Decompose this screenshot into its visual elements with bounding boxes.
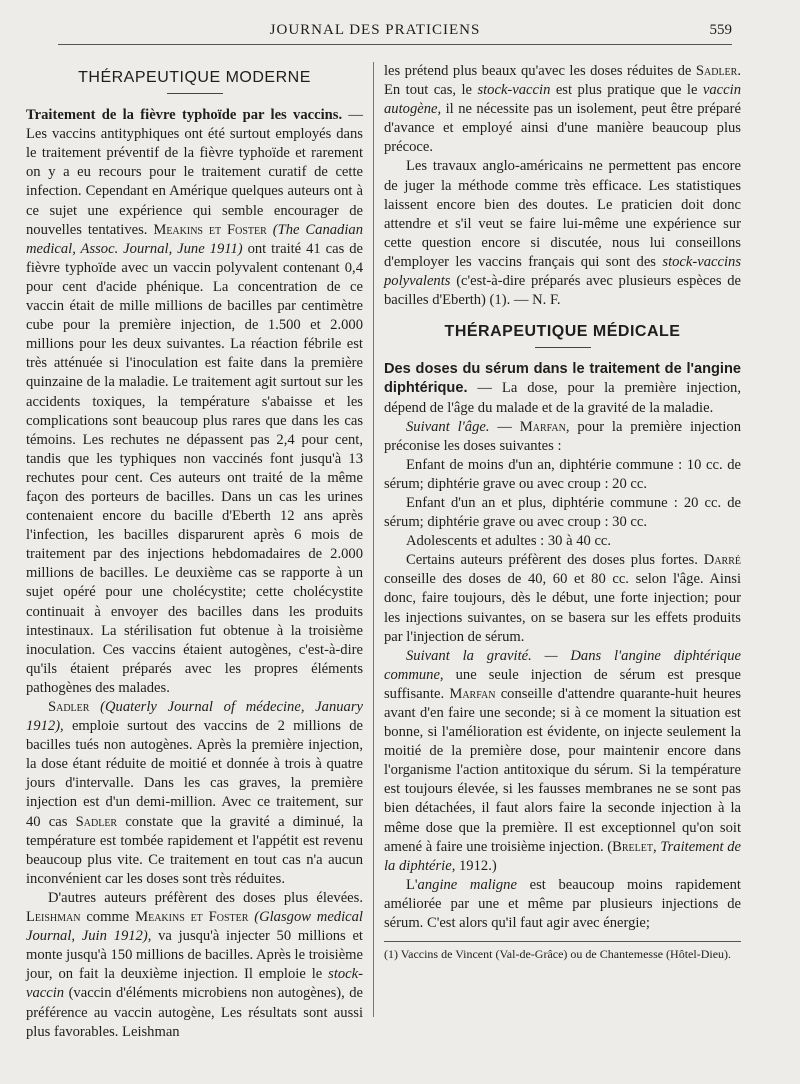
author-name: Sadler — [695, 63, 738, 79]
text-run: va jusqu'à injecter 50 millions et monte jusqu'à 150 millions de bacilles. Après le troisième jour, on fait la deuxième injection. Il emploie le — [26, 928, 364, 983]
author-name: Meakins et Foster — [153, 221, 267, 238]
text-run: (c'est-à-dire préparés avec plusieurs espèces de bacilles d'Eberth) (1). — N. F. — [384, 273, 741, 309]
term: angine maligne — [417, 876, 517, 893]
text-run: Les travaux anglo-américains ne permettent pas encore de juger la méthode comme très efficace. Les statistiques laissent encore bien des doutes. Le praticien doit donc attendre et s'il veut se faire lui-même une expérience sur cette question encore si discutée, nous lui conseillons d'employer les vaccins français qui sont des — [384, 158, 741, 270]
column-divider — [373, 62, 374, 1017]
text-run: — La dose, pour la première injection, dépend de l'âge du malade et de la gravité de la maladie. — [384, 380, 742, 416]
article-diphtheria-paragraph-5 — [384, 876, 741, 933]
author-name: Darré — [703, 552, 741, 569]
text-run: , pour la première injection préconise les doses suivantes : — [384, 418, 742, 454]
running-head — [20, 22, 730, 39]
article-typhoid-paragraph-2 — [26, 698, 363, 889]
text-run: il ne nécessite pas un isolement, peut être préparé d'avance et employé ainsi d'une manière beaucoup plus précoce. — [384, 101, 741, 156]
text-run: constate que la gravité a diminué, la température est tombée rapidement et l'appétit est revenu beaucoup plus vite. Ce traitement en tout cas n'a aucun inconvénient car les doses sont très réduites. — [26, 813, 363, 887]
footnote: (1) Vaccins de Vincent (Val-de-Grâce) ou de Chantemesse (Hôtel-Dieu). — [384, 947, 732, 962]
article-title-diphtheria: Des doses du sérum dans le traitement de l'angine diphtérique. — [384, 361, 741, 397]
author-name: Sadler — [75, 813, 118, 830]
author-name: Meakins et Foster — [135, 909, 249, 926]
text-run: ont traité 41 cas de fièvre typhoïde avec un vaccin polyvalent contenant 0,4 pour cent d'acide phénique. La concentration de ce vaccin était de mille millions de bacilles par centimètre cube pour la première injection, de 1.500 et 2.000 millions pour les deux suivantes. La réaction fébrile est très atténuée si l'inoculation est faite dans la première quinzaine de la maladie. Le traitement agit surtout sur les accidents toxiques, la température s'abaisse et les complications sont beaucoup plus rares que dans les cas témoins. Les rechutes ne dépassent pas 2,4 pour cent, tandis que les typhiques non vaccinés font jusqu'à 13 rechutes pour cent. Ces auteurs ont traité de la même façon des porteurs de bacilles. Dans un cas les urines contenaient encore du bacille d'Eberth 12 ans après l'infection, les bacilles disparurent après 6 mois de traitement par des injections hebdomadaires de 2.000 millions de bacilles. Le deuxième cas se rapporte à un sujet opéré pour une cholécystite; cette cholécystite continuait à envoyer des bacilles dans les produits intestinaux. La stérilisation fut obtenue à la troisième inoculation. Ces vaccins étaient autogènes, c'est-à-dire qu'ils étaient préparés avec les propres éléments pathogènes des malades. — [26, 240, 363, 696]
text-run: . En tout cas, le — [384, 63, 741, 99]
dose-item-adult: Adolescents et adultes : 30 à 40 cc. — [406, 533, 612, 550]
text-run: comme — [86, 909, 130, 926]
citation: Traitement de la diphtérie, — [384, 838, 741, 874]
text-run: les prétend plus beaux qu'avec les doses réduites de — [384, 63, 692, 79]
text-run: est beaucoup moins rapidement améliorée par une et même par plusieurs injections de sérum. C'est alors qu'il faut agir avec énergie; — [384, 876, 741, 932]
article-typhoid-paragraph-5 — [384, 157, 741, 310]
term: stock-vaccin — [477, 82, 551, 99]
article-typhoid-paragraph-4 — [384, 62, 741, 157]
text-run: , — [653, 838, 657, 855]
author-name: Brelet — [612, 838, 653, 855]
text-run: est plus pratique que le — [555, 82, 698, 99]
text-run: une seule injection de sérum est presque suffisante. — [384, 666, 742, 702]
author-name: Leishman — [26, 909, 81, 926]
term: stock-vaccin — [26, 966, 363, 1002]
journal-title: JOURNAL DES PRATICIENS — [269, 22, 481, 38]
citation: (The Canadian medical, Assoc. Journal, June 1911) — [26, 221, 363, 257]
header-rule — [58, 44, 732, 45]
dose-item-child: Enfant d'un an et plus, diphtérie commune : 20 cc. de sérum; diphtérie grave ou avec croup : 30 cc. — [384, 494, 741, 531]
page-number: 559 — [709, 22, 732, 38]
author-name: Marfan — [449, 685, 496, 702]
text-run: — — [497, 418, 512, 435]
section-rule — [167, 93, 223, 94]
text-run: conseille des doses de 40, 60 et 80 cc. selon l'âge. Ainsi donc, faire toujours, dès le début, une forte injection; pour les injections suivantes, on se basera sur les effets produits par l'injection de sérum. — [384, 571, 741, 645]
dose-item-infant: Enfant de moins d'un an, diphtérie commune : 10 cc. de sérum; diphtérie grave ou avec croup : 20 cc. — [384, 456, 741, 492]
section-title-moderne: THÉRAPEUTIQUE MODERNE — [78, 69, 311, 86]
article-diphtheria-paragraph-1 — [384, 360, 741, 417]
left-column — [26, 62, 363, 1042]
term: stock-vaccins polyvalents — [384, 253, 742, 290]
article-diphtheria-paragraph-4 — [384, 647, 741, 876]
right-column — [384, 62, 741, 962]
text-run: 1912.) — [459, 857, 497, 874]
article-diphtheria-paragraph-2 — [384, 418, 741, 456]
text-run: Certains auteurs préfèrent des doses plus fortes. — [406, 552, 698, 569]
text-run: emploie surtout des vaccins de 2 millions de bacilles tués non autogènes. Après la première injection, la dose étant réduite de moitié et donnée à trois à quatre jours d'intervalle. Dans les cas graves, la première injection est d'un demi-million. Avec ce traitement, sur 40 cas — [26, 718, 363, 830]
subheading: Suivant l'âge. — [406, 418, 490, 435]
article-typhoid-paragraph-3 — [26, 889, 363, 1042]
text-run: conseille d'attendre quarante-huit heures avant d'en faire une seconde; si à ce moment la situation est bonne, si l'amélioration est évidente, on injecte seulement la moitié de la première dose, pour maintenir encore dans l'organisme l'action antitoxique du sérum. Si la température est toujours élevée, si les fausses membranes ne se sont pas bien détachées, il faut alors faire la seconde injection à la même dose que la première. Il est exceptionnel qu'on soit amené à faire une troisième injection. ( — [384, 685, 742, 855]
article-diphtheria-paragraph-3 — [384, 551, 741, 646]
text-run: L' — [406, 876, 418, 893]
text-run: D'autres auteurs préfèrent des doses plus élevées. — [48, 889, 363, 906]
author-name: Sadler — [48, 699, 90, 715]
text-run: — Les vaccins antityphiques ont été surtout employés dans le traitement préventif de la fièvre typhoïde et rarement on y a eu recours pour le traitement curatif de cette infection. Cependant en Amérique quelques auteurs ont à ce sujet une expérience qui semble encourager de nouvelles tentatives. — [26, 107, 363, 238]
section-rule — [535, 347, 591, 348]
footnote-rule — [384, 941, 741, 942]
author-name: Marfan — [519, 418, 566, 435]
article-title-typhoid: Traitement de la fièvre typhoïde par les vaccins. — [26, 107, 343, 124]
citation: (Glasgow medical Journal, Juin 1912), — [26, 909, 363, 945]
article-typhoid-paragraph-1 — [26, 106, 363, 698]
term: vaccin autogène, — [384, 82, 741, 118]
subheading: Suivant la gravité. — Dans l'angine diphtérique commune, — [384, 647, 741, 683]
citation: (Quaterly Journal of médecine, January 1912), — [26, 699, 363, 735]
section-title-medicale: THÉRAPEUTIQUE MÉDICALE — [444, 323, 681, 341]
text-run: (vaccin d'éléments microbiens non autogènes), de préférence au vaccin autogène, Les résultats sont aussi plus favorables. Leishman — [26, 985, 363, 1040]
